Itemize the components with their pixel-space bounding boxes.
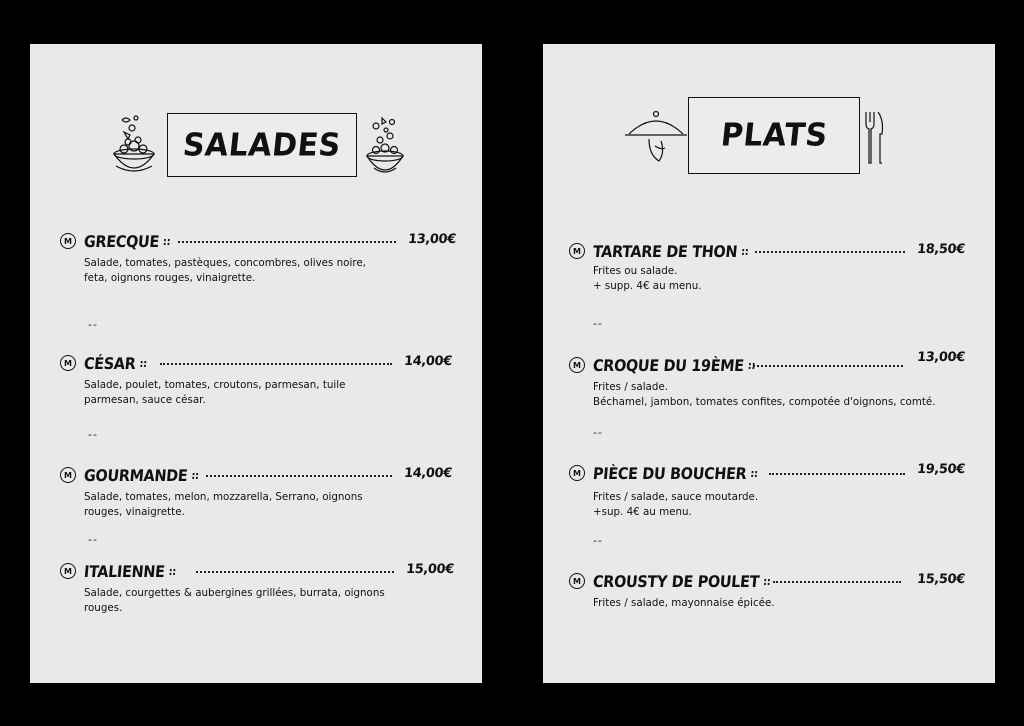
page-title: PLATS bbox=[718, 117, 830, 154]
circled-m-icon: M bbox=[569, 243, 585, 259]
item-price: 15,00€ bbox=[405, 562, 455, 577]
menu-item bbox=[569, 242, 969, 292]
separator: -- bbox=[88, 318, 98, 331]
fork-and-knife-icon bbox=[863, 110, 885, 166]
dot-leader bbox=[769, 473, 905, 475]
menu-page-salades bbox=[30, 44, 482, 683]
circled-m-icon: M bbox=[60, 563, 76, 579]
item-description-line: Salade, tomates, pastèques, concombres, olives noire, bbox=[84, 257, 366, 269]
item-description-line: feta, oignons rouges, vinaigrette. bbox=[84, 271, 256, 284]
separator: -- bbox=[88, 428, 98, 441]
circled-m-icon: M bbox=[60, 355, 76, 371]
menu-item bbox=[60, 562, 455, 614]
item-price: 14,00€ bbox=[403, 354, 453, 369]
dot-leader bbox=[196, 571, 394, 573]
dot-leader bbox=[753, 365, 903, 367]
item-price: 19,50€ bbox=[916, 462, 966, 477]
separator: -- bbox=[593, 426, 603, 439]
item-description-line: Frites ou salade. bbox=[593, 265, 678, 277]
circled-m-icon: M bbox=[60, 467, 76, 483]
item-price: 15,50€ bbox=[916, 572, 966, 587]
item-description-line: Béchamel, jambon, tomates confites, compotée d'oignons, comté. bbox=[593, 395, 936, 408]
item-name: CROUSTY DE POULET bbox=[592, 572, 761, 591]
item-description-line: Frites / salade, sauce moutarde. bbox=[593, 491, 759, 503]
item-name: CROQUE DU 19ÈME bbox=[592, 356, 745, 375]
menu-item bbox=[569, 350, 969, 408]
salad-bowl-icon bbox=[364, 112, 406, 178]
item-colons: :: bbox=[190, 469, 200, 482]
circled-m-icon: M bbox=[60, 233, 76, 249]
dot-leader bbox=[160, 363, 392, 365]
menu-item bbox=[60, 466, 453, 518]
item-description-line: rouges. bbox=[84, 601, 123, 614]
page-title: SALADES bbox=[181, 126, 343, 164]
item-description-line: Salade, poulet, tomates, croutons, parmesan, tuile bbox=[84, 379, 346, 391]
dot-leader bbox=[206, 475, 392, 477]
dot-leader bbox=[178, 241, 396, 243]
dot-leader bbox=[773, 581, 901, 583]
item-name: ITALIENNE bbox=[83, 562, 166, 581]
item-price: 14,00€ bbox=[403, 466, 453, 481]
item-description-line: Frites / salade. bbox=[593, 381, 669, 393]
separator: -- bbox=[593, 534, 603, 547]
separator: -- bbox=[593, 317, 603, 330]
salad-bowl-falling-icon bbox=[110, 112, 158, 178]
item-price: 13,00€ bbox=[407, 232, 457, 247]
item-description-line: + supp. 4€ au menu. bbox=[593, 279, 702, 292]
item-colons: :: bbox=[168, 565, 177, 578]
item-name: CÉSAR bbox=[83, 354, 137, 373]
item-description-line: Salade, courgettes & aubergines grillées, burrata, oignons bbox=[84, 587, 385, 599]
item-name: GRECQUE bbox=[83, 232, 160, 251]
menu-page-plats bbox=[543, 44, 995, 683]
item-price: 13,00€ bbox=[916, 350, 966, 365]
circled-m-icon: M bbox=[569, 573, 585, 589]
section-title-box bbox=[167, 113, 357, 177]
item-name: GOURMANDE bbox=[83, 466, 189, 485]
cloche-serving-dish-icon bbox=[625, 106, 687, 164]
circled-m-icon: M bbox=[569, 465, 585, 481]
menu-item bbox=[569, 572, 969, 609]
item-description-line: Frites / salade, mayonnaise épicée. bbox=[593, 597, 775, 609]
menu-item bbox=[60, 232, 457, 284]
item-price: 18,50€ bbox=[916, 242, 966, 257]
item-description-line: rouges, vinaigrette. bbox=[84, 505, 185, 518]
section-title-box bbox=[688, 97, 860, 174]
item-name: TARTARE DE THON bbox=[592, 242, 739, 261]
separator: -- bbox=[88, 533, 98, 546]
item-colons: :: bbox=[747, 359, 756, 372]
menu-item bbox=[569, 462, 969, 518]
circled-m-icon: M bbox=[569, 357, 585, 373]
item-description-line: Salade, tomates, melon, mozzarella, Serrano, oignons bbox=[84, 491, 363, 503]
item-description-line: +sup. 4€ au menu. bbox=[593, 505, 692, 518]
menu-item bbox=[60, 354, 453, 406]
item-colons: :: bbox=[740, 245, 750, 258]
item-colons: :: bbox=[138, 357, 148, 370]
item-colons: :: bbox=[762, 575, 772, 588]
item-colons: :: bbox=[749, 467, 759, 480]
dot-leader bbox=[755, 251, 905, 253]
item-colons: :: bbox=[162, 235, 171, 248]
item-description-line: parmesan, sauce césar. bbox=[84, 393, 206, 406]
item-name: PIÈCE DU BOUCHER bbox=[592, 464, 748, 483]
